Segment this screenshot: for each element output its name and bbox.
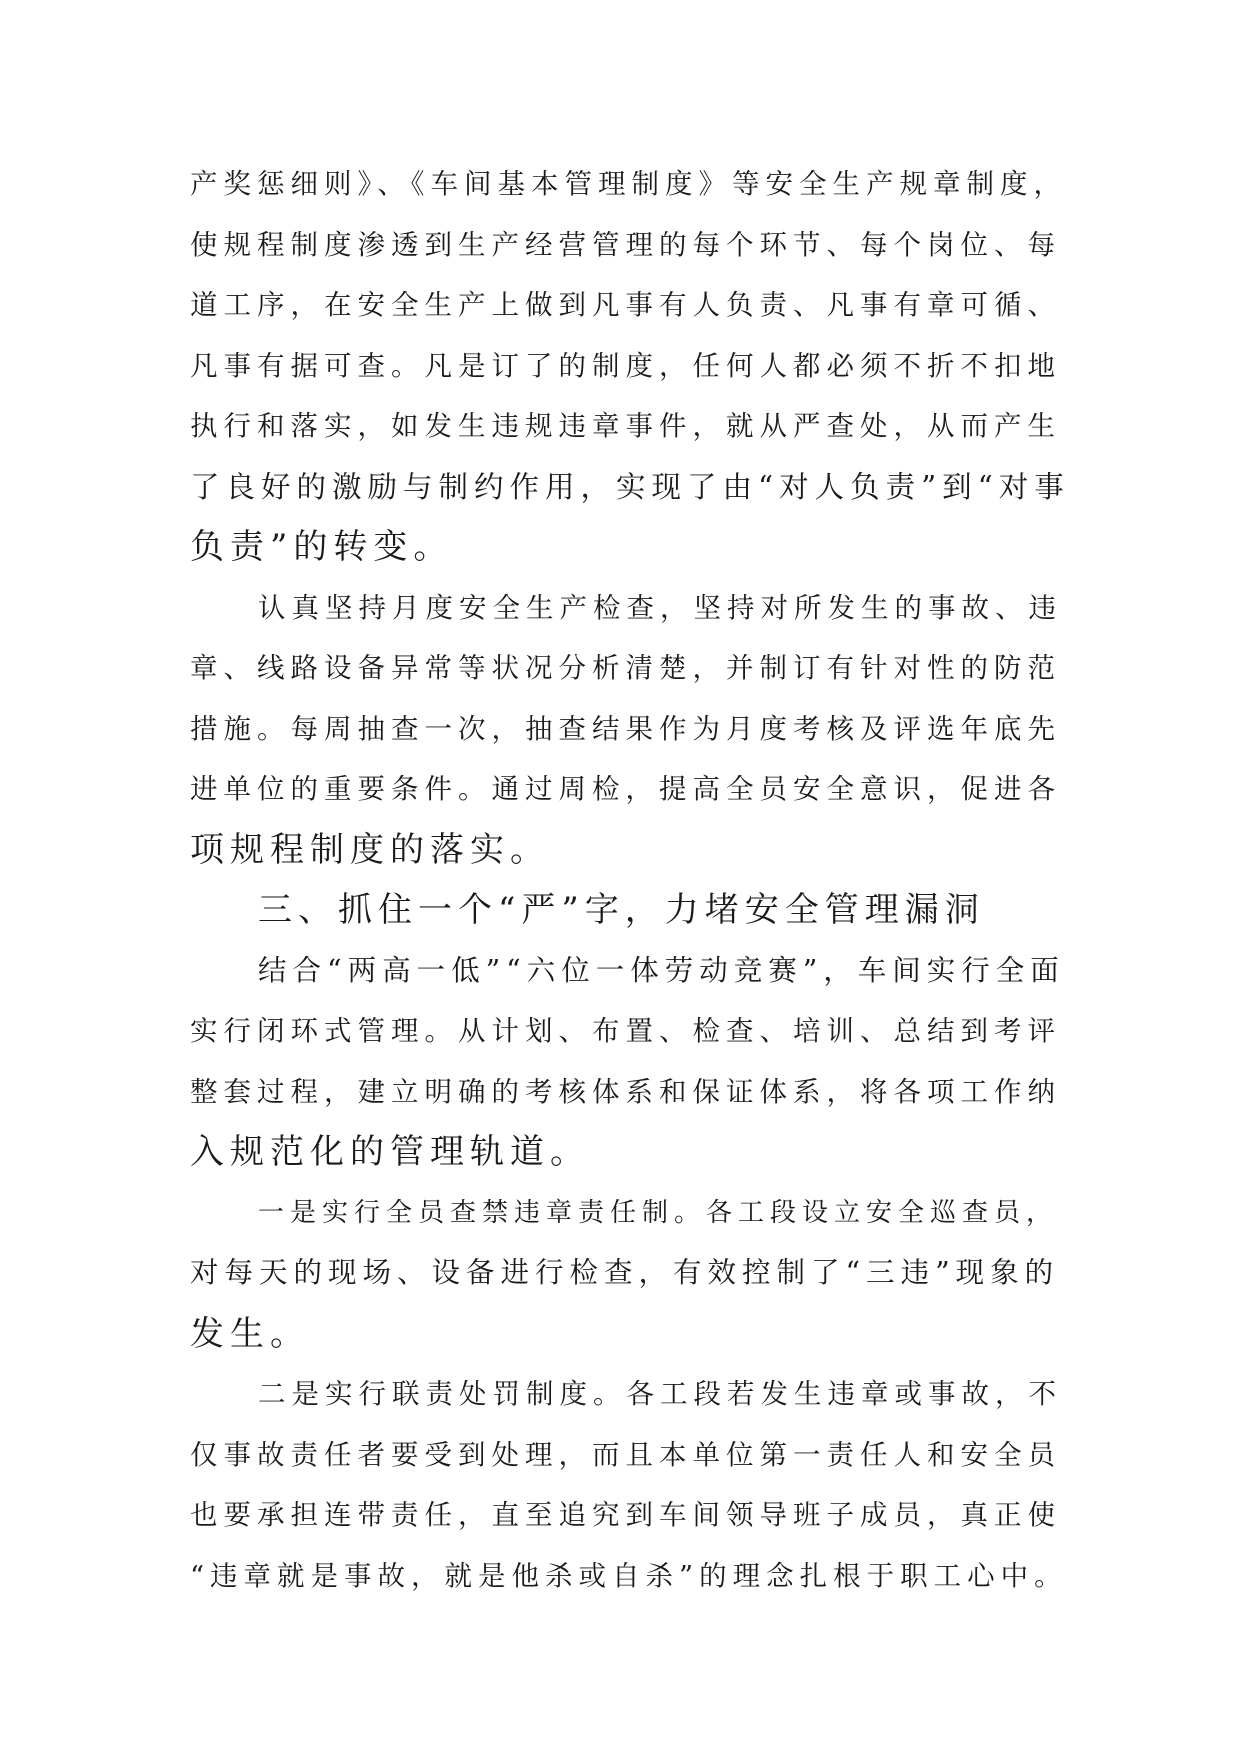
paragraph-start-line: 结合“两高一低”“六位一体劳动竞赛”，车间实行全面 (258, 953, 1065, 987)
text-line: 负责”的转变。 (190, 527, 454, 567)
text-line: 入规范化的管理轨道。 (190, 1132, 590, 1172)
text-line: 发生。 (190, 1313, 310, 1354)
text-line: 章、线路设备异常等状况分析清楚，并制订有针对性的防范 (190, 652, 1061, 684)
text-line: 道工序，在安全生产上做到凡事有人负责、凡事有章可循、 (190, 289, 1061, 321)
document-body (190, 154, 1070, 1606)
text-line: 也要承担连带责任，直至追究到车间领导班子成员，真正使 (190, 1499, 1061, 1531)
text-line: 整套过程，建立明确的考核体系和保证体系，将各项工作纳 (190, 1075, 1061, 1108)
section-heading: 三、抓住一个“严”字，力堵安全管理漏洞 (258, 890, 985, 930)
text-line: 对每天的现场、设备进行检查，有效控制了“三违”现象的 (190, 1256, 1060, 1289)
text-line: 措施。每周抽查一次，抽查结果作为月度考核及评选年底先 (190, 712, 1061, 745)
text-line: 了良好的激励与制约作用，实现了由“对人负责”到“对事 (190, 469, 1070, 504)
paragraph-start-line: 一是实行全员查禁违章责任制。各工段设立安全巡查员， (258, 1197, 1059, 1228)
text-line: 执行和落实，如发生违规违章事件，就从严查处，从而产生 (190, 410, 1061, 442)
text-line: 仅事故责任者要受到处理，而且本单位第一责任人和安全员 (190, 1438, 1061, 1471)
text-line: 凡事有据可查。凡是订了的制度，任何人都必须不折不扣地 (190, 349, 1061, 382)
text-line: 进单位的重要条件。通过周检，提高全员安全意识，促进各 (190, 773, 1061, 805)
text-line: 项规程制度的落实。 (190, 829, 550, 870)
text-line: 产奖惩细则》、《车间基本管理制度》等安全生产规章制度， (190, 168, 1067, 200)
text-line: 使规程制度渗透到生产经营管理的每个环节、每个岗位、每 (190, 228, 1061, 261)
paragraph-start-line: 认真坚持月度安全生产检查，坚持对所发生的事故、违 (258, 591, 1062, 624)
text-line: “违章就是事故，就是他杀或自杀”的理念扎根于职工心中。 (190, 1559, 1068, 1592)
paragraph-start-line: 二是实行联责处罚制度。各工段若发生违章或事故，不 (258, 1378, 1062, 1410)
text-line: 实行闭环式管理。从计划、布置、检查、培训、总结到考评 (190, 1015, 1061, 1047)
